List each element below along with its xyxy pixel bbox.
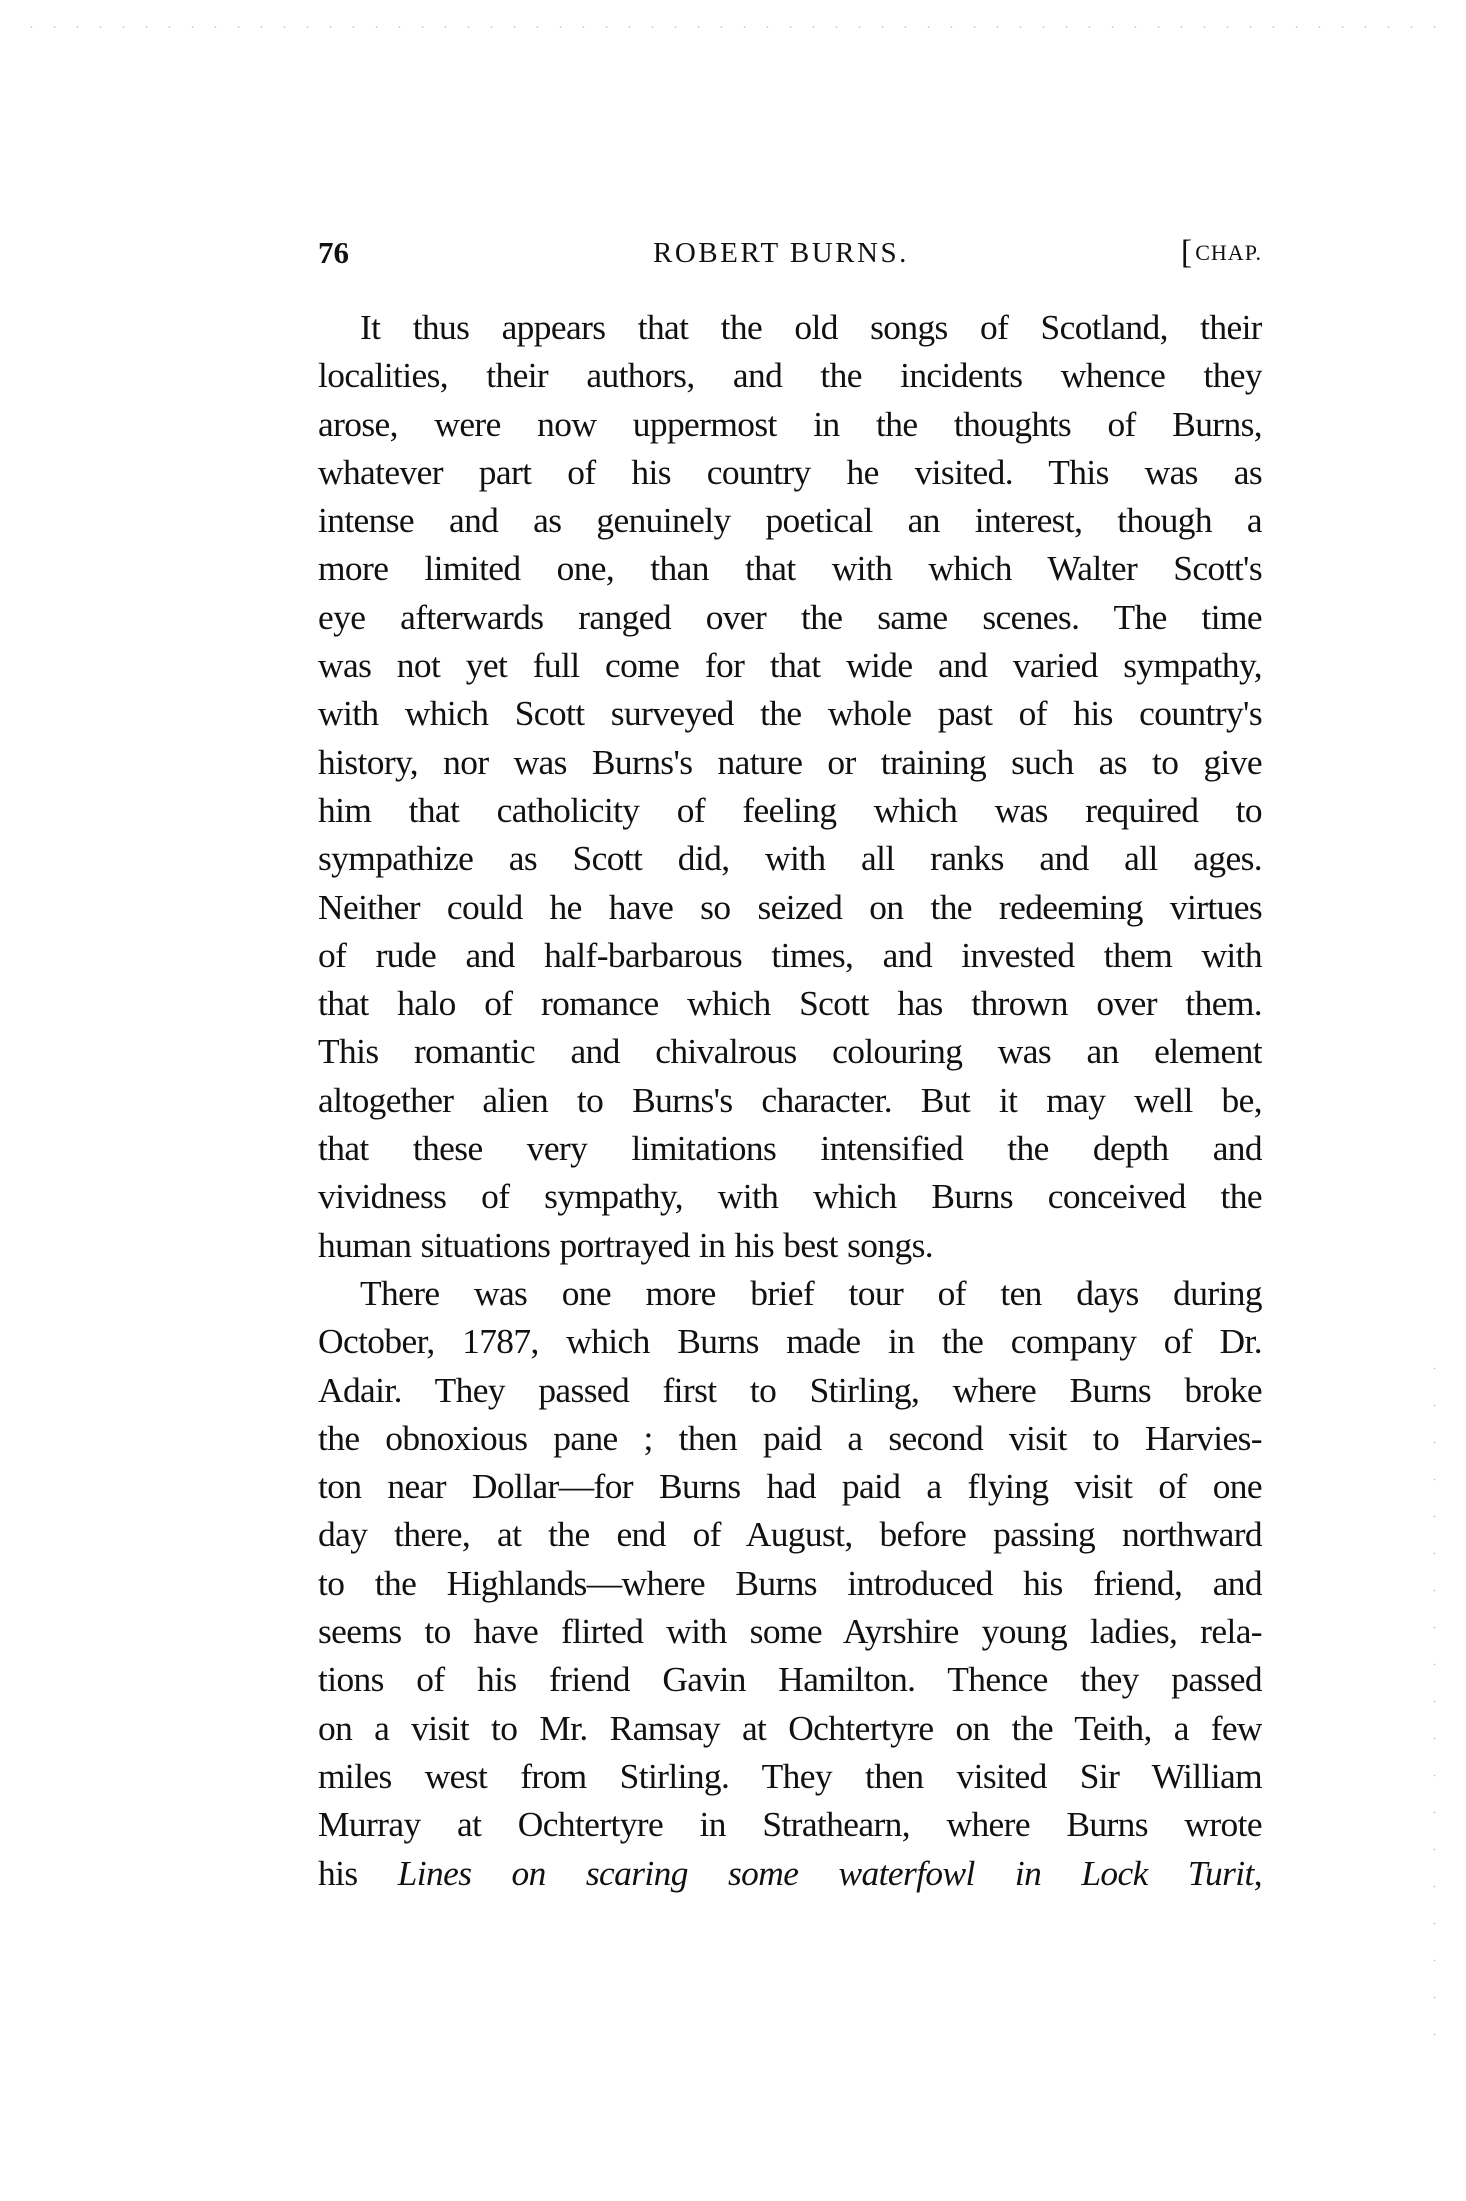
chapter-label: CHAP. <box>1195 240 1262 265</box>
text-line: ton near Dollar—for Burns had paid a flying visit of one <box>318 1466 1262 1507</box>
chapter-bracket: [ <box>1180 234 1194 271</box>
text-line: This romantic and chivalrous colouring was an element <box>318 1031 1262 1072</box>
text-line-with-italic-title <box>318 1849 1262 1897</box>
page-number: 76 <box>318 235 349 270</box>
text-line: day there, at the end of August, before passing northward <box>318 1514 1262 1555</box>
text-line: on a visit to Mr. Ramsay at Ochtertyre on the Teith, a few <box>318 1707 1262 1748</box>
text-line: with which Scott surveyed the whole past of his country's <box>318 693 1262 734</box>
text-line: him that catholicity of feeling which was required to <box>318 789 1262 830</box>
poem-title: Lines on scaring some waterfowl in Lock Turit <box>397 1852 1254 1893</box>
text-line: Murray at Ochtertyre in Strathearn, where Burns wrote <box>318 1804 1262 1845</box>
paragraph-1 <box>318 303 1262 1269</box>
running-title: ROBERT BURNS. <box>653 237 909 269</box>
text-line: altogether alien to Burns's character. But it may well be, <box>318 1079 1262 1120</box>
text-run: , <box>1253 1852 1262 1893</box>
text-line: tions of his friend Gavin Hamilton. Thence they passed <box>318 1659 1262 1700</box>
text-line: was not yet full come for that wide and varied sympathy, <box>318 645 1262 686</box>
text-line: miles west from Stirling. They then visited Sir William <box>318 1755 1262 1796</box>
text-line: eye afterwards ranged over the same scenes. The time <box>318 596 1262 637</box>
text-line: that these very limitations intensified the depth and <box>318 1128 1262 1169</box>
body-text <box>318 303 1262 1897</box>
text-line: October, 1787, which Burns made in the company of Dr. <box>318 1321 1262 1362</box>
text-run: his <box>318 1852 398 1893</box>
text-line: There was one more brief tour of ten days during <box>360 1272 1262 1313</box>
text-line: intense and as genuinely poetical an interest, though a <box>318 500 1262 541</box>
text-line: localities, their authors, and the incidents whence they <box>318 355 1262 396</box>
text-line: arose, were now uppermost in the thoughts of Burns, <box>318 403 1262 444</box>
chapter-mark <box>1181 236 1262 270</box>
text-line: the obnoxious pane ; then paid a second visit to Harvies- <box>318 1417 1262 1458</box>
paragraph-2 <box>318 1269 1262 1897</box>
text-line: seems to have flirted with some Ayrshire young ladies, rela- <box>318 1611 1262 1652</box>
text-line: whatever part of his country he visited. This was as <box>318 451 1262 492</box>
text-line: to the Highlands—where Burns introduced his friend, and <box>318 1562 1262 1603</box>
text-line: sympathize as Scott did, with all ranks and all ages. <box>318 838 1262 879</box>
text-line: Adair. They passed first to Stirling, where Burns broke <box>318 1369 1262 1410</box>
text-line: human situations portrayed in his best songs. <box>318 1224 933 1265</box>
scan-noise-top <box>20 26 1440 28</box>
text-line: that halo of romance which Scott has thrown over them. <box>318 983 1262 1024</box>
text-line: Neither could he have so seized on the redeeming virtues <box>318 886 1262 927</box>
text-line: vividness of sympathy, with which Burns conceived the <box>318 1176 1262 1217</box>
running-head <box>318 236 1262 270</box>
scan-noise-right <box>1433 1350 1436 2050</box>
text-line: It thus appears that the old songs of Scotland, their <box>360 307 1262 347</box>
text-line: history, nor was Burns's nature or training such as to give <box>318 741 1262 782</box>
text-line: more limited one, than that with which Walter Scott's <box>318 548 1262 589</box>
text-line: of rude and half-barbarous times, and invested them with <box>318 934 1262 975</box>
